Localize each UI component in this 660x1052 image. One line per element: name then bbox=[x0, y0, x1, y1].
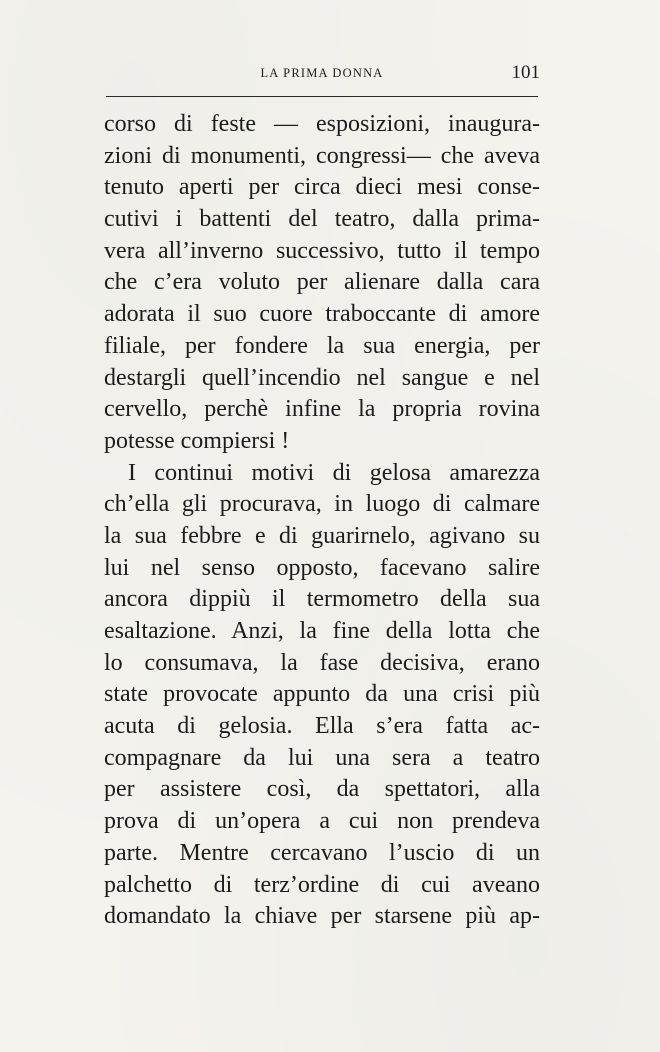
text-line: lo consumava, la fase decisiva, erano bbox=[104, 649, 540, 676]
text-line: vera all’inverno successivo, tutto il tempo bbox=[104, 237, 540, 264]
text-line: adorata il suo cuore traboccante di amore bbox=[104, 301, 540, 328]
text-line: acuta di gelosia. Ella s’era fatta ac- bbox=[104, 713, 540, 740]
text-line: tenuto aperti per circa dieci mesi conse- bbox=[104, 174, 540, 201]
body-text bbox=[104, 109, 540, 933]
text-line: potesse compiersi ! bbox=[104, 427, 290, 454]
text-line: domandato la chiave per starsene più ap- bbox=[104, 903, 540, 930]
running-title: LA PRIMA DONNA bbox=[260, 66, 384, 80]
text-line: parte. Mentre cercavano l’uscio di un bbox=[104, 839, 540, 866]
text-line: ancora dippiù il termometro della sua bbox=[104, 586, 540, 613]
page-number: 101 bbox=[511, 62, 540, 83]
text-line: lui nel senso opposto, facevano salire bbox=[104, 554, 540, 581]
text-line: cervello, perchè infine la propria rovina bbox=[104, 396, 540, 423]
text-line: esaltazione. Anzi, la fine della lotta che bbox=[104, 618, 540, 644]
text-line: state provocate appunto da una crisi più bbox=[104, 681, 540, 708]
text-line: destargli quell’incendio nel sangue e nel bbox=[104, 364, 540, 391]
text-line: la sua febbre e di guarirnelo, agivano su bbox=[104, 522, 540, 549]
text-line: che c’era voluto per alienare dalla cara bbox=[104, 269, 540, 296]
text-line: filiale, per fondere la sua energia, per bbox=[104, 332, 540, 359]
text-line: corso di feste — esposizioni, inaugura- bbox=[104, 111, 540, 137]
text-line: compagnare da lui una sera a teatro bbox=[104, 744, 540, 771]
text-line: I continui motivi di gelosa amarezza bbox=[128, 459, 540, 486]
text-line: zioni di monumenti, congressi— che aveva bbox=[104, 142, 540, 169]
text-line: ch’ella gli procurava, in luogo di calmare bbox=[104, 491, 540, 518]
header-rule bbox=[106, 96, 538, 97]
text-line: per assistere così, da spettatori, alla bbox=[104, 776, 540, 803]
text-line: palchetto di terz’ordine di cui aveano bbox=[104, 871, 540, 898]
text-line: cutivi i battenti del teatro, dalla prima- bbox=[104, 206, 540, 233]
running-head bbox=[104, 62, 540, 88]
text-line: prova di un’opera a cui non prendeva bbox=[104, 808, 540, 835]
